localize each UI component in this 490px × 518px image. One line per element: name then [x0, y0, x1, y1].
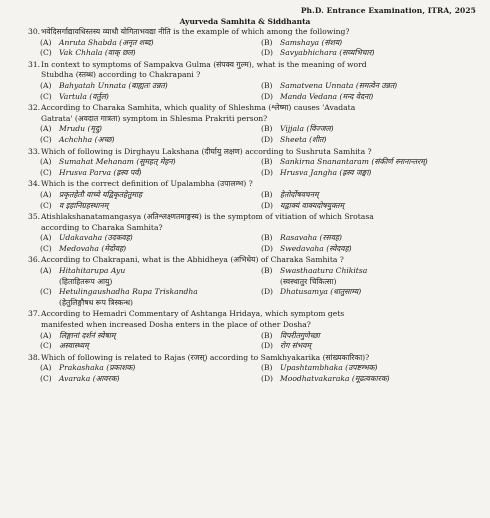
- option-label: (B): [261, 266, 273, 276]
- option-text: Avaraka (आवरक): [59, 374, 120, 383]
- options-grid: [28, 157, 478, 178]
- option-label: (A): [40, 189, 52, 199]
- option-item: [261, 92, 478, 103]
- option-text-wrap: [59, 190, 142, 201]
- question-item: [28, 179, 478, 211]
- exam-title: Ph.D. Entrance Examination, ITRA, 2025: [300, 6, 476, 15]
- option-text: Swasthaatura Chikitsa: [280, 266, 368, 276]
- option-text-wrap: [59, 92, 109, 103]
- option-text: Mrudu (मृदु): [59, 124, 102, 134]
- option-text: Sumahat Mehanam (सुमहत् मेहन): [59, 157, 176, 167]
- option-label: (B): [261, 330, 273, 340]
- question-item: [28, 27, 478, 59]
- option-text: Anruta Shabda (अनृत शब्द): [59, 37, 154, 47]
- option-text-wrap: [59, 201, 108, 212]
- option-item: [40, 374, 257, 385]
- option-text-wrap: [280, 124, 334, 135]
- option-text-wrap: [59, 363, 135, 374]
- option-text-wrap: [59, 81, 168, 92]
- option-text: यद्वाक्यं वाक्यदोषयुक्तम्: [280, 200, 345, 210]
- option-text-wrap: [280, 341, 311, 352]
- option-text-wrap: [280, 287, 361, 308]
- option-label: (A): [40, 37, 52, 47]
- option-label: (D): [261, 48, 274, 58]
- option-text: Achchha (अच्छ): [59, 134, 115, 144]
- option-item: [40, 92, 257, 103]
- option-text-wrap: [59, 244, 126, 255]
- option-text-wrap: [59, 233, 133, 244]
- option-label: (B): [261, 80, 273, 90]
- option-label: (D): [261, 287, 274, 297]
- option-text: व इहानिग्रहस्थानम्: [59, 200, 109, 210]
- option-item: [261, 135, 478, 146]
- question-stem: [28, 103, 478, 124]
- question-text: In context to symptoms of Sampakva Gulma (संपक्व गुल्म), what is the meaning of word: [41, 59, 367, 69]
- option-text-wrap: [280, 331, 320, 342]
- option-text: Upashtambhaka (उपष्टम्भक): [280, 363, 378, 373]
- question-number: 30.: [28, 27, 41, 36]
- option-text: प्रकृतहेतौ वाच्ये यद्विकृतहेतुमाह: [59, 189, 143, 199]
- question-number: 38.: [28, 352, 41, 362]
- option-item: [261, 341, 478, 352]
- option-label: (C): [40, 374, 52, 383]
- option-text-wrap: [280, 190, 319, 201]
- option-item: [40, 233, 257, 244]
- option-text: Swedavaha (स्वेदवह): [280, 243, 352, 253]
- option-text-wrap: [280, 244, 352, 255]
- question-text-continued: Stubdha (स्तब्ध) according to Chakrapani ?: [41, 70, 201, 80]
- question-number: 33.: [28, 146, 41, 156]
- option-text-wrap: [59, 341, 89, 352]
- option-subtext: (हिताहितरूप आयु): [59, 276, 113, 286]
- option-text: अस्वास्थ्यम्: [59, 341, 89, 351]
- question-stem: [28, 147, 478, 158]
- question-text-continued: Gatrata' (अवदात गात्रता) symptom in Shlesma Prakriti person?: [41, 113, 268, 123]
- options-grid: [28, 233, 478, 254]
- options-grid: [28, 266, 478, 308]
- options-grid: [28, 38, 478, 59]
- option-text-wrap: [280, 92, 373, 103]
- option-text: Sankirna Snanantaram (संकीर्ण स्नानान्तरम्): [280, 157, 428, 167]
- option-text-wrap: [59, 157, 176, 168]
- option-text-wrap: [280, 81, 397, 92]
- option-label: (C): [40, 48, 52, 58]
- option-text: विपरीतगुणेच्छा: [280, 330, 320, 340]
- question-number: 37.: [28, 309, 41, 319]
- option-label: (D): [261, 167, 274, 177]
- question-text-continued: manifested when increased Dosha enters in the place of other Dosha?: [41, 320, 311, 330]
- option-text-wrap: [59, 48, 136, 59]
- option-item: [40, 124, 257, 135]
- option-item: [261, 374, 478, 385]
- option-item: [40, 244, 257, 255]
- option-item: [261, 331, 478, 342]
- question-text: Which of following is Dirghayu Lakshana (दीर्घायु लक्षण) according to Sushruta Samhita ?: [41, 146, 372, 156]
- question-stem: [28, 27, 478, 38]
- option-label: (A): [40, 266, 52, 276]
- option-text-wrap: [280, 266, 367, 287]
- option-text-wrap: [59, 374, 120, 385]
- option-text-wrap: [280, 201, 344, 212]
- options-grid: [28, 81, 478, 102]
- option-text-wrap: [280, 48, 375, 59]
- option-text-wrap: [280, 233, 342, 244]
- option-label: (A): [40, 233, 52, 243]
- question-text: According to Chakrapani, what is the Abhidheya (अभिधेय) of Charaka Samhita ?: [41, 255, 344, 265]
- options-grid: [28, 124, 478, 145]
- option-text-wrap: [280, 374, 390, 385]
- option-text: Medovaha (मेदोवह): [59, 243, 127, 253]
- option-text: Samshaya (संशय): [280, 37, 343, 47]
- option-label: (D): [261, 341, 274, 351]
- option-item: [261, 81, 478, 92]
- option-text: लिङ्गानां दर्शनं स्वेषाम्: [59, 330, 116, 340]
- option-text-wrap: [280, 135, 326, 146]
- question-stem: [28, 255, 478, 266]
- option-text: Hrusva Jangha (ह्रस्व जङ्घा): [280, 167, 372, 177]
- option-item: [261, 48, 478, 59]
- option-label: (D): [261, 134, 274, 144]
- option-text-wrap: [280, 168, 371, 179]
- question-number: 36.: [28, 255, 41, 265]
- question-stem: [28, 353, 478, 364]
- option-text-wrap: [59, 135, 114, 146]
- option-label: (D): [261, 243, 274, 253]
- question-number: 32.: [28, 103, 41, 113]
- option-text: रोग संभवम्: [280, 341, 311, 351]
- option-text-wrap: [59, 287, 198, 308]
- question-number: 35.: [28, 212, 41, 222]
- option-label: (B): [261, 363, 273, 373]
- question-text: Atishlakshanatamangasya (अतिश्लक्ष्णतमाङ्गस्य) is the symptom of vitiation of which Srotasa: [41, 212, 374, 222]
- option-item: [40, 190, 257, 201]
- option-item: [40, 287, 257, 308]
- option-item: [40, 157, 257, 168]
- subject-title: Ayurveda Samhita & Siddhanta: [179, 17, 311, 26]
- option-text: Udakavaha (उदकवह): [59, 233, 133, 243]
- option-text: Sheeta (शीत): [280, 134, 327, 144]
- options-grid: [28, 331, 478, 352]
- option-text: Prakashaka (प्रकाशक): [59, 363, 136, 373]
- question-item: [28, 147, 478, 179]
- question-text-continued: according to Charaka Samhita?: [41, 222, 163, 232]
- option-label: (C): [40, 341, 52, 351]
- option-text: Dhatusamya (धातुसाम्य): [280, 287, 362, 297]
- question-stem: [28, 179, 478, 190]
- question-stem: [28, 309, 478, 330]
- option-label: (B): [261, 189, 273, 199]
- question-number: 34.: [28, 179, 41, 189]
- question-item: [28, 60, 478, 102]
- question-number: 31.: [28, 59, 41, 69]
- option-item: [261, 168, 478, 179]
- option-label: (D): [261, 200, 274, 210]
- option-item: [40, 168, 257, 179]
- question-text: Which of following is related to Rajas (रजस्) according to Samkhyakarika (सांख्यकारिका)?: [41, 352, 370, 362]
- option-item: [261, 244, 478, 255]
- option-text: Rasavaha (रसवह): [280, 233, 342, 243]
- option-item: [40, 363, 257, 374]
- option-item: [261, 157, 478, 168]
- option-label: (A): [40, 157, 52, 167]
- option-label: (A): [40, 124, 52, 134]
- question-list: [28, 27, 478, 386]
- question-item: [28, 255, 478, 308]
- option-label: (C): [40, 243, 52, 253]
- option-text: Hrusva Parva (ह्रस्व पर्व): [59, 167, 142, 177]
- option-label: (C): [40, 134, 52, 144]
- option-label: (B): [261, 233, 273, 243]
- option-item: [261, 38, 478, 49]
- question-text: Which is the correct definition of Upalambha (उपालम्भ) ?: [41, 179, 253, 189]
- option-text: Vak Chhala (वाक् छल): [59, 48, 136, 58]
- option-item: [40, 48, 257, 59]
- option-item: [40, 135, 257, 146]
- question-item: [28, 353, 478, 385]
- question-text: भवेदिसर्गाद्यावधिस्तस्य व्याधौ योगिताभवद्या नीति is the example of which among the following?: [41, 27, 350, 36]
- option-text: Hitahitarupa Ayu: [59, 266, 126, 276]
- option-label: (C): [40, 167, 52, 177]
- option-label: (A): [40, 363, 52, 373]
- option-text: Vijjala (विज्जल): [280, 124, 334, 134]
- option-text-wrap: [59, 331, 115, 342]
- option-text-wrap: [280, 157, 428, 168]
- option-item: [261, 287, 478, 308]
- question-text: According to Hemadri Commentary of Ashtanga Hridaya, which symptom gets: [41, 309, 345, 319]
- option-item: [261, 190, 478, 201]
- option-text: Moodhatvakaraka (मूढत्वकारक): [280, 374, 390, 383]
- option-label: (A): [40, 330, 52, 340]
- option-text-wrap: [59, 266, 125, 287]
- option-item: [261, 124, 478, 135]
- option-label: (C): [40, 91, 52, 101]
- option-item: [40, 331, 257, 342]
- question-item: [28, 309, 478, 351]
- option-subtext: (हेतुलिङ्गौषध रूप त्रिस्कन्ध): [59, 297, 133, 307]
- option-item: [261, 201, 478, 212]
- option-item: [40, 341, 257, 352]
- options-grid: [28, 190, 478, 211]
- option-item: [40, 201, 257, 212]
- option-item: [40, 266, 257, 287]
- question-item: [28, 212, 478, 254]
- option-text: Bahyatah Unnata (बाह्यतः उन्नत): [59, 80, 168, 90]
- option-text: Vartula (वर्तुल): [59, 91, 109, 101]
- option-text: Savyabhichara (सव्यभिचार): [280, 48, 375, 58]
- question-stem: [28, 212, 478, 233]
- question-item: [28, 103, 478, 145]
- option-text-wrap: [59, 38, 154, 49]
- option-text-wrap: [280, 363, 377, 374]
- option-label: (B): [261, 37, 273, 47]
- option-label: (A): [40, 80, 52, 90]
- question-stem: [28, 60, 478, 81]
- option-text: हेतोर्दोषवचनम्: [280, 189, 319, 199]
- option-item: [40, 38, 257, 49]
- option-text-wrap: [59, 124, 102, 135]
- option-label: (D): [261, 374, 274, 383]
- option-item: [40, 81, 257, 92]
- option-text: Manda Vedana (मन्द वेदना): [280, 91, 374, 101]
- question-text: According to Charaka Samhita, which quality of Shleshma (श्लेष्मा) causes 'Avadata: [41, 103, 356, 113]
- option-subtext: (स्वस्थातुर चिकित्सा): [280, 276, 337, 286]
- options-grid: [28, 363, 478, 384]
- option-text-wrap: [280, 38, 342, 49]
- option-label: (C): [40, 200, 52, 210]
- option-label: (B): [261, 124, 273, 134]
- option-text: Samatvena Unnata (समत्वेन उन्नत): [280, 80, 398, 90]
- option-label: (D): [261, 91, 274, 101]
- option-label: (B): [261, 157, 273, 167]
- option-text-wrap: [59, 168, 142, 179]
- option-text: Hetulingaushadha Rupa Triskandha: [59, 287, 198, 297]
- option-label: (C): [40, 287, 52, 297]
- option-item: [261, 266, 478, 287]
- option-item: [261, 363, 478, 374]
- option-item: [261, 233, 478, 244]
